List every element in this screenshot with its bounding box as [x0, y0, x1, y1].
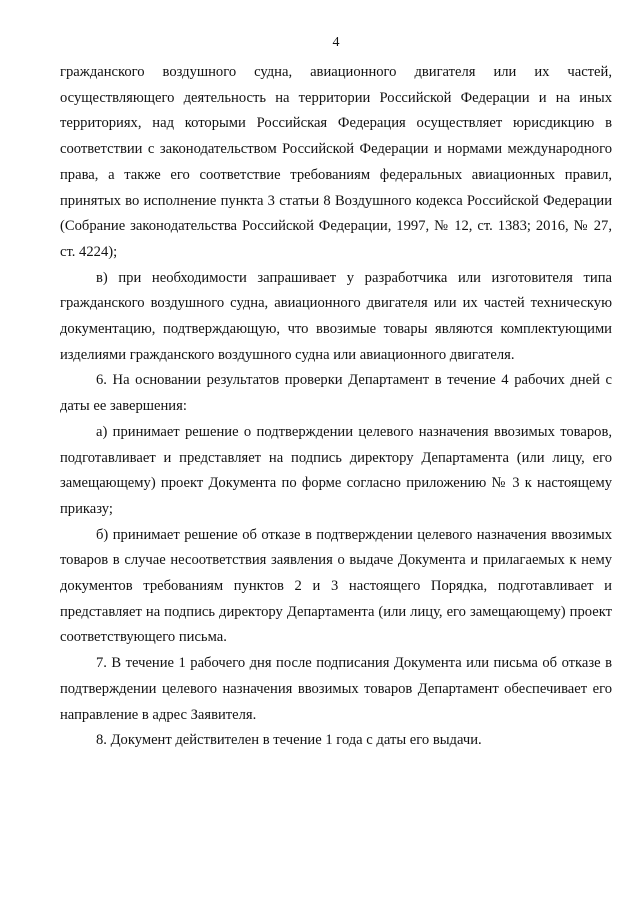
paragraph-clause-6: 6. На основании результатов проверки Департамент в течение 4 рабочих дней с даты ее завершения:	[60, 372, 612, 415]
page-number: 4	[332, 35, 340, 50]
paragraph-clause-7: 7. В течение 1 рабочего дня после подписания Документа или письма об отказе в подтверждении целевого назначения ввозимых товаров Департамент обеспечивает его направление в адрес Заявителя.	[60, 655, 612, 723]
paragraph-item-a: а) принимает решение о подтверждении целевого назначения ввозимых товаров, подготавливает и представляет на подпись директору Департамента (или лицу, его замещающему) проект Документа по форме согласно приложению № 3 к настоящему приказу;	[60, 423, 612, 517]
paragraph-item-v: в) при необходимости запрашивает у разработчика или изготовителя типа гражданского воздушного судна, авиационного двигателя или их частей техническую документацию, подтверждающую, что ввозимые товары являются комплектующими изделиями гражданского воздушного судна или авиационного двигателя.	[60, 269, 612, 363]
paragraph-continuation: гражданского воздушного судна, авиационного двигателя или их частей, осуществляющего деятельность на территории Российской Федерации и на иных территориях, над которыми Российская Федерация осуществляет юрисдикцию в соответствии с законодательством Российской Федерации и нормами международного права, а также его соответствие требованиям федеральных авиационных правил, принятых во исполнение пункта 3 статьи 8 Воздушного кодекса Российской Федерации (Собрание законодательства Российской Федерации, 1997, № 12, ст. 1383; 2016, № 27, ст. 4224);	[60, 64, 612, 260]
paragraph-item-b: б) принимает решение об отказе в подтверждении целевого назначения ввозимых товаров в случае несоответствия заявления о выдаче Документа и прилагаемых к нему документов требованиям пунктов 2 и 3 настоящего Порядка, подготавливает и представляет на подпись директору Департамента (или лицу, его замещающему) проект соответствующего письма.	[60, 526, 612, 646]
paragraph-clause-8: 8. Документ действителен в течение 1 года с даты его выдачи.	[96, 732, 482, 749]
